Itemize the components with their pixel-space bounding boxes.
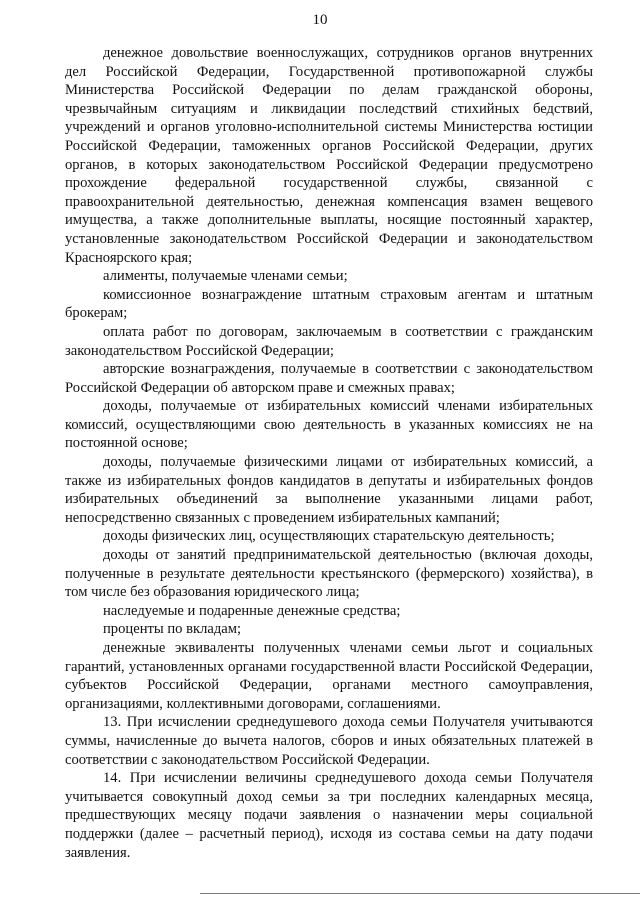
paragraph-clause-13: 13. При исчислении среднедушевого дохода семьи Получателя учитываются суммы, начисленные до вычета налогов, сборов и иных обязательных платежей в соответствии с законодательством Российской Федерации. (65, 714, 593, 768)
paragraph-contract-payments: оплата работ по договорам, заключаемым в соответствии с гражданским законодательством Российской Федерации; (65, 323, 593, 359)
document-body (65, 44, 593, 862)
paragraph-benefit-equivalents: денежные эквиваленты полученных членами семьи льгот и социальных гарантий, установленных органами государственной власти Российской Федерации, субъектов Российской Федерации, органами местного самоуправления, организациями, коллективными договорами, соглашениями. (65, 640, 593, 712)
paragraph-income-military-allowance: денежное довольствие военнослужащих, сотрудников органов внутренних дел Российской Федерации, Государственной противопожарной службы Министерства Российской Федерации по делам гражданской обороны, чрезвычайным ситуациям и ликвидации последствий стихийных бедствий, учреждений и органов уголовно-исполнительной системы Министерства юстиции Российской Федерации, таможенных органов Российской Федерации, других органов, в которых законодательством Российской Федерации предусмотрено прохождение федеральной государственной службы, связанной с правоохранительной деятельностью, денежная компенсация взамен вещевого имущества, а также дополнительные выплаты, носящие постоянный характер, установленные законодательством Российской Федерации и законодательством Красноярского края; (65, 45, 593, 266)
paragraph-election-commission-income: доходы, получаемые физическими лицами от избирательных комиссий, а также из избирательных фондов кандидатов в депутаты и избирательных фондов избирательных объединений за выполнение указанными лицами работ, непосредственно связанных с проведением избирательных кампаний; (65, 454, 593, 526)
paragraph-prospecting: доходы физических лиц, осуществляющих старательскую деятельность; (103, 528, 555, 545)
paragraph-entrepreneurship: доходы от занятий предпринимательской деятельностью (включая доходы, полученные в результате деятельности крестьянского (фермерского) хозяйства), в том числе без образования юридического лица; (65, 547, 593, 601)
page-number: 10 (312, 12, 328, 28)
paragraph-deposit-interest: проценты по вкладам; (103, 621, 242, 638)
paragraph-commission: комиссионное вознаграждение штатным страховым агентам и штатным брокерам; (65, 286, 593, 322)
paragraph-alimony: алименты, получаемые членами семьи; (103, 268, 348, 285)
bottom-divider (200, 893, 640, 894)
paragraph-author-fees: авторские вознаграждения, получаемые в соответствии с законодательством Российской Федерации об авторском праве и смежных правах; (65, 361, 593, 396)
paragraph-inheritance: наследуемые и подаренные денежные средства; (103, 602, 401, 619)
paragraph-clause-14: 14. При исчислении величины среднедушевого дохода семьи Получателя учитывается совокупный доход семьи за три последних календарных месяца, предшествующих месяцу подачи заявления о назначении меры социальной поддержки (далее – расчетный период), исходя из состава семьи на дату подачи заявления. (65, 770, 593, 861)
paragraph-election-commission-members: доходы, получаемые от избирательных комиссий членами избирательных комиссий, осуществляющими свою деятельность в указанных комиссиях не на постоянной основе; (65, 398, 593, 452)
